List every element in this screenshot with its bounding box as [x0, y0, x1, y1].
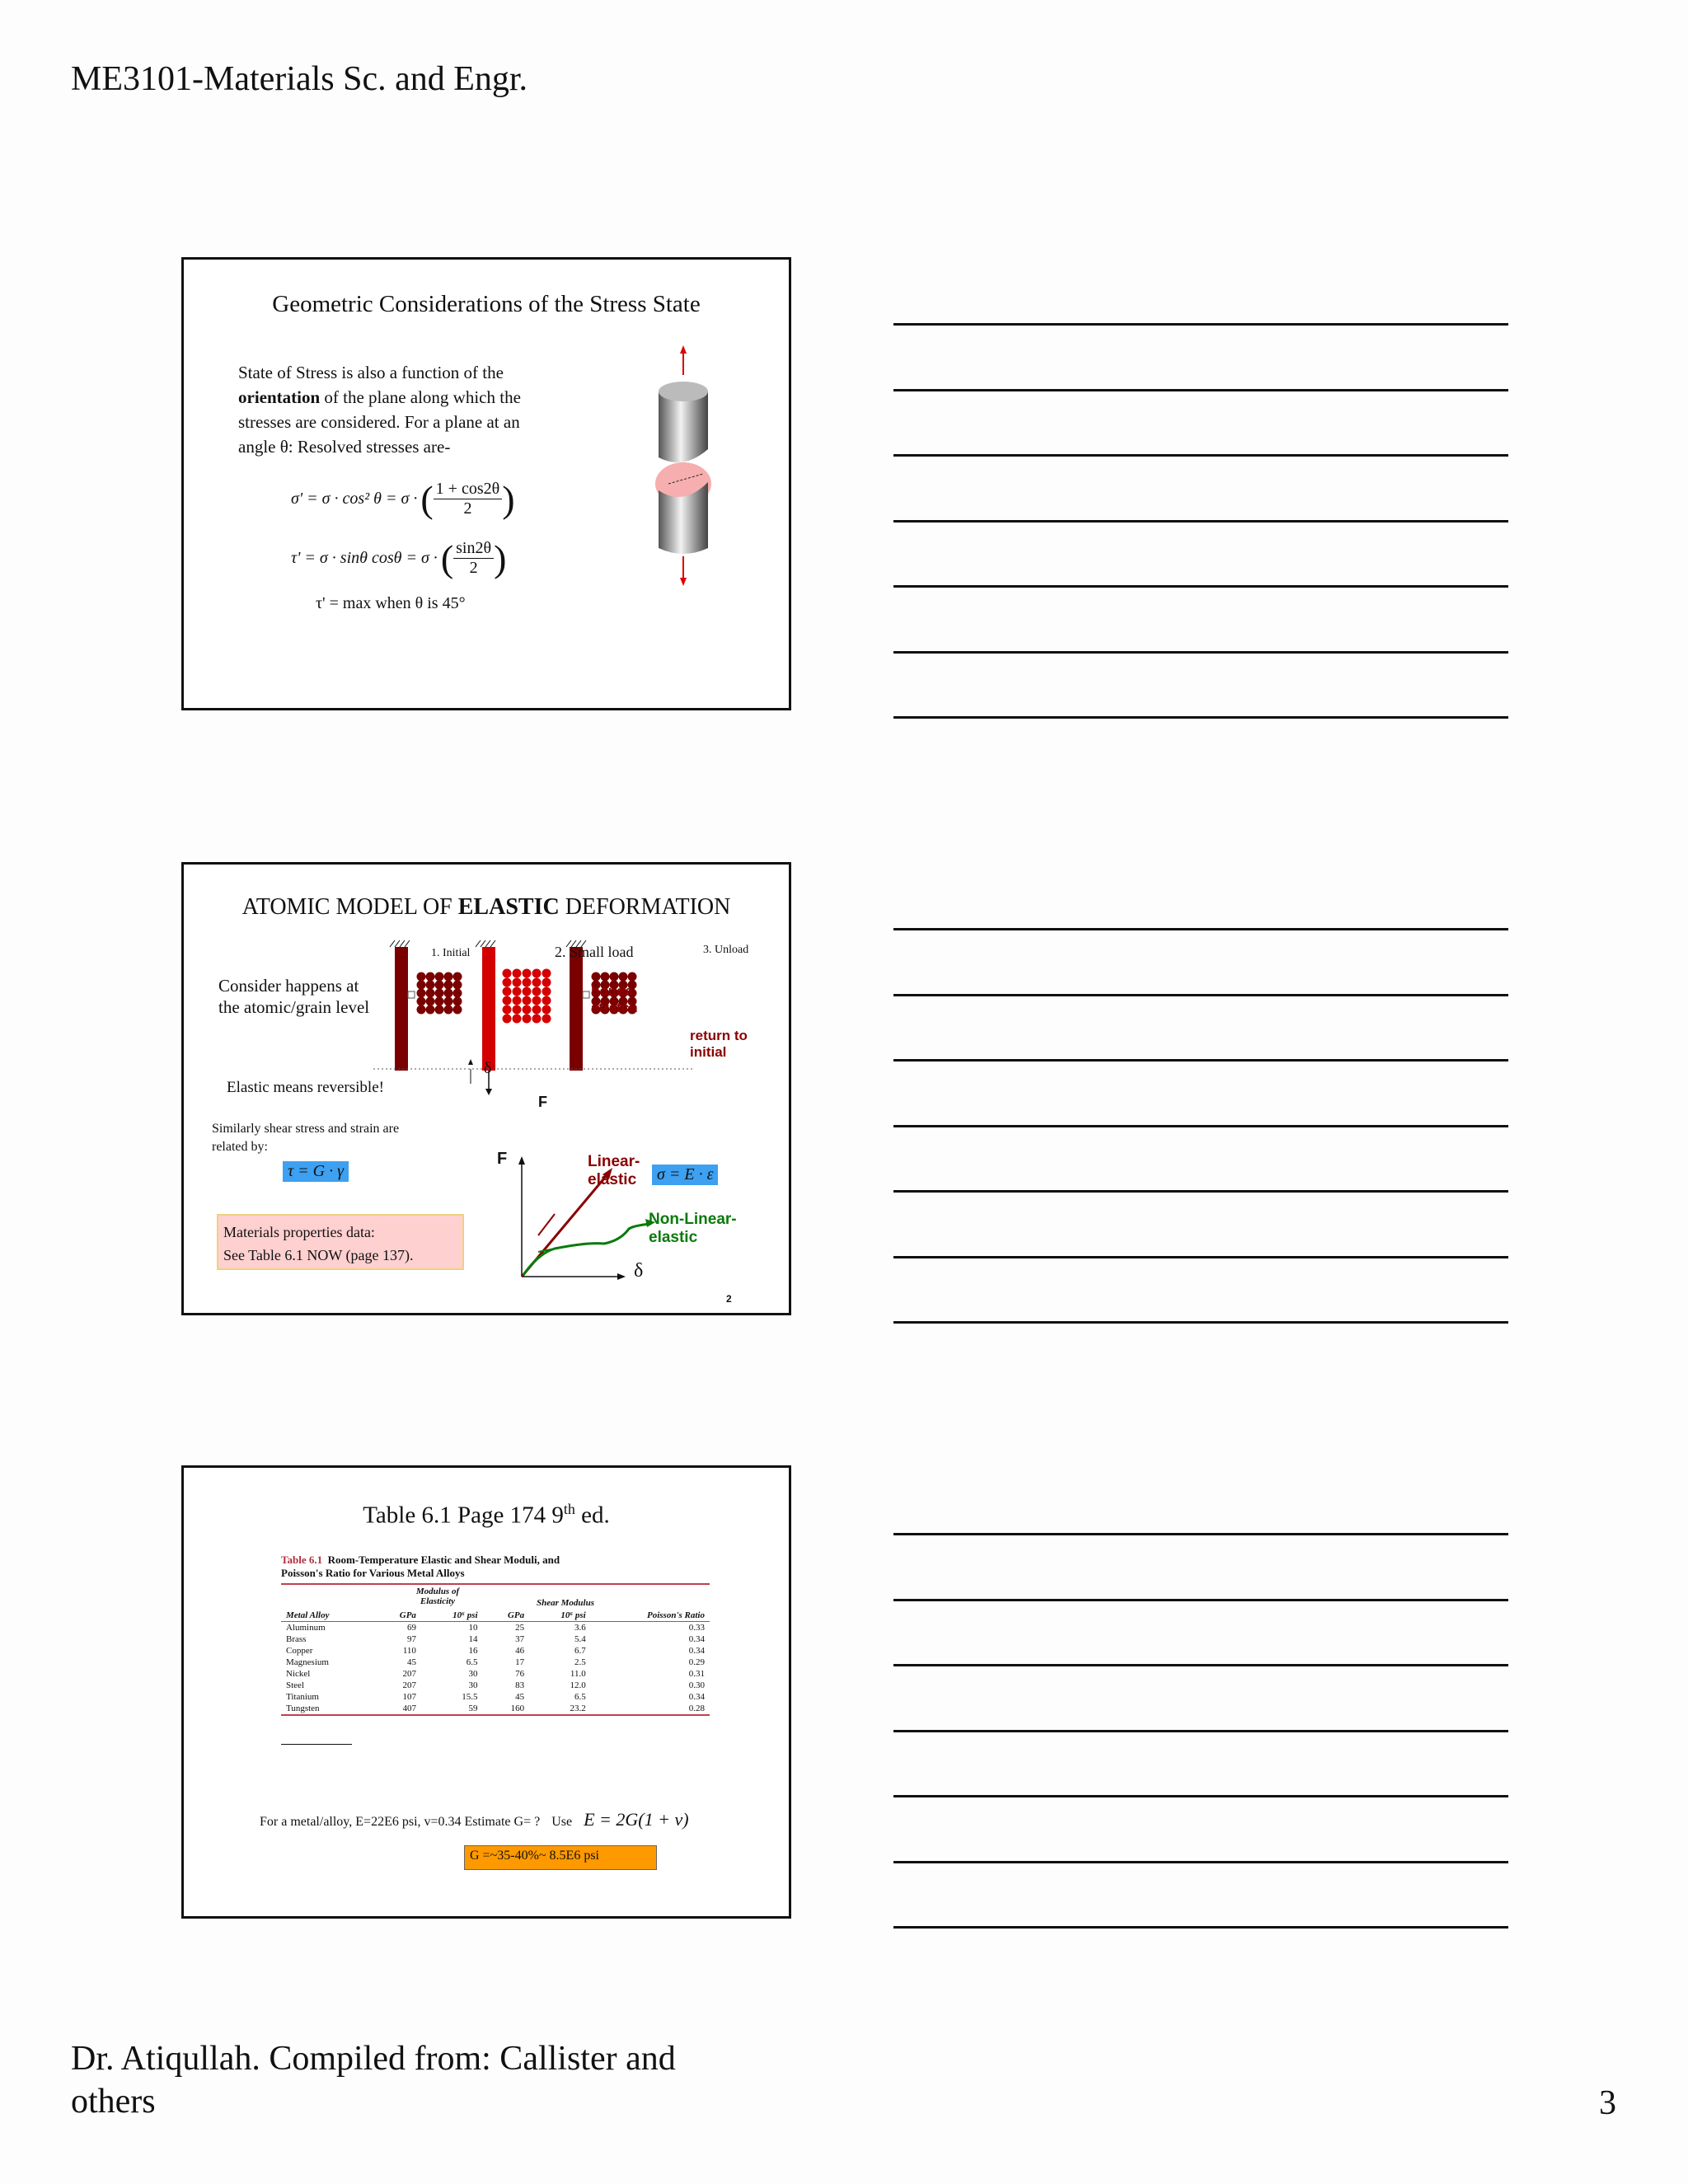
elastic-reversible-note: Elastic means reversible!	[227, 1079, 384, 1096]
table-cell: 37	[515, 1634, 525, 1644]
atom	[453, 989, 462, 998]
graph-axis-delta: δ	[634, 1260, 644, 1282]
note-line	[893, 1926, 1508, 1929]
col-header: Poisson's Ratio	[647, 1610, 705, 1620]
table-cell: 0.28	[688, 1704, 705, 1713]
table-cell: 407	[402, 1704, 416, 1713]
table-cell: 15.5	[462, 1692, 478, 1702]
table-row	[281, 1633, 710, 1645]
youngs-modulus-equation: σ = E · ε	[652, 1165, 718, 1185]
table-cell: 45	[515, 1692, 525, 1702]
table-cell: 107	[402, 1692, 416, 1702]
note-line	[893, 389, 1508, 391]
slide-number: 2	[726, 1293, 732, 1305]
atom	[523, 996, 532, 1005]
consider-text	[218, 975, 369, 1018]
atom	[453, 1005, 462, 1015]
note-line	[893, 716, 1508, 719]
slide-2	[181, 862, 791, 1315]
atom	[513, 996, 522, 1005]
table-row	[281, 1657, 710, 1668]
step-small-load: 2. Small load	[555, 944, 634, 960]
table-cell: 6.5	[466, 1657, 478, 1667]
label-line: Non-Linear-	[649, 1211, 737, 1228]
table-cell: 5.4	[574, 1634, 586, 1644]
atom	[503, 978, 512, 987]
table-cell: 10	[468, 1623, 478, 1633]
atom	[542, 969, 551, 978]
table-row	[281, 1680, 710, 1691]
table-cell: 0.30	[688, 1680, 705, 1690]
graph-axis-f: F	[497, 1150, 508, 1168]
atom	[532, 978, 542, 987]
table-cell: 16	[468, 1646, 478, 1656]
bonds-stretch-label	[591, 983, 638, 1016]
atom	[453, 981, 462, 990]
answer-box: G =~35-40%~ 8.5E6 psi	[464, 1845, 657, 1870]
orientation-bold: orientation	[238, 387, 321, 407]
consider-line: the atomic/grain level	[218, 997, 370, 1017]
caption-num: Table 6.1	[281, 1554, 323, 1566]
table-cell: Aluminum	[286, 1623, 326, 1633]
atom	[426, 972, 435, 982]
question-text: For a metal/alloy, E=22E6 psi, v=0.34 Estimate G= ?	[260, 1815, 541, 1829]
atom	[523, 987, 532, 996]
note-line	[893, 1599, 1508, 1601]
table-cell: 59	[468, 1704, 478, 1713]
fraction	[434, 480, 503, 518]
slide-1	[181, 257, 791, 710]
caption-text: Poisson's Ratio for Various Metal Alloys	[281, 1567, 465, 1579]
linear-elastic-label	[588, 1153, 640, 1189]
footer-line: others	[71, 2083, 156, 2121]
paren-right: )	[494, 537, 507, 579]
atom	[426, 981, 435, 990]
shear-line: Similarly shear stress and strain are	[212, 1122, 400, 1136]
table-cell: 30	[468, 1669, 478, 1679]
atom	[542, 978, 551, 987]
table-cell: 23.2	[570, 1704, 586, 1713]
atom	[426, 1005, 435, 1015]
table-cell: 12.0	[570, 1680, 586, 1690]
table-cell: 0.34	[688, 1634, 705, 1644]
note-line	[893, 1125, 1508, 1127]
col-header: 10⁶ psi	[560, 1610, 586, 1620]
atom	[435, 1005, 444, 1015]
slide-1-body	[238, 360, 584, 459]
title-part: DEFORMATION	[559, 894, 731, 920]
atom	[532, 1015, 542, 1024]
shear-modulus-equation: τ = G · γ	[283, 1161, 349, 1182]
atom	[417, 1005, 426, 1015]
table-row	[281, 1703, 710, 1714]
atom	[417, 989, 426, 998]
use-text: Use	[551, 1815, 573, 1829]
table-6-1	[281, 1554, 710, 1745]
note-line	[893, 1861, 1508, 1863]
atom	[523, 969, 532, 978]
consider-line: Consider happens at	[218, 976, 359, 996]
col-header: GPa	[507, 1610, 525, 1620]
col-header: GPa	[399, 1610, 416, 1620]
table-cell: Tungsten	[286, 1704, 320, 1713]
shear-line: related by:	[212, 1140, 268, 1154]
atom	[444, 1005, 453, 1015]
col-header: Metal Alloy	[286, 1610, 330, 1620]
table-cell: Brass	[286, 1634, 307, 1644]
atom	[453, 972, 462, 982]
atom	[592, 972, 601, 982]
atom	[513, 1015, 522, 1024]
atom	[619, 972, 628, 982]
note-line	[893, 323, 1508, 326]
table-cell: 2.5	[574, 1657, 586, 1667]
label-line: elastic	[588, 1171, 637, 1188]
table-cell: 6.5	[574, 1692, 586, 1702]
atom	[435, 989, 444, 998]
step-initial: 1. Initial	[431, 947, 471, 959]
footer-line: Dr. Atiqullah. Compiled from: Callister and	[71, 2040, 676, 2078]
force-label: F	[538, 1094, 547, 1110]
atom	[435, 972, 444, 982]
table-cell: 25	[515, 1623, 525, 1633]
wall-hatch-1	[390, 940, 410, 947]
atom	[417, 972, 426, 982]
paren-left: (	[440, 537, 454, 579]
atom	[444, 989, 453, 998]
note-line	[893, 928, 1508, 930]
table-cell: 0.33	[688, 1623, 705, 1633]
note-line	[893, 1321, 1508, 1324]
atom	[417, 981, 426, 990]
note-line	[893, 1256, 1508, 1258]
atom	[417, 997, 426, 1006]
table-cell: 45	[406, 1657, 416, 1667]
caption-text: Room-Temperature Elastic and Shear Moduli, and	[327, 1554, 560, 1566]
table-row	[281, 1691, 710, 1703]
numerator: 1 + cos2θ	[434, 480, 503, 499]
table-cell: 110	[402, 1646, 416, 1656]
table-cell: 0.34	[688, 1692, 705, 1702]
label-line: return to	[690, 1028, 748, 1043]
slide-3-title	[184, 1501, 789, 1530]
body-line: angle θ: Resolved stresses are-	[238, 437, 451, 457]
table-cell: 11.0	[570, 1669, 586, 1679]
table-cell: 0.31	[688, 1669, 705, 1679]
label-line: elastic	[649, 1229, 698, 1246]
label-line: Linear-	[588, 1153, 640, 1170]
nonlinear-elastic-label	[649, 1211, 737, 1247]
fraction	[453, 539, 494, 578]
atom	[532, 1005, 542, 1015]
table-cell: 83	[515, 1680, 525, 1690]
atom	[453, 997, 462, 1006]
atom	[601, 972, 610, 982]
atom	[532, 969, 542, 978]
estimate-question	[260, 1809, 689, 1830]
body-line: stresses are considered. For a plane at an	[238, 412, 520, 432]
slide-3	[181, 1465, 791, 1919]
table-cell: 46	[515, 1646, 525, 1656]
table-cell: Titanium	[286, 1692, 319, 1702]
atom	[426, 997, 435, 1006]
table-cell: 0.29	[688, 1657, 705, 1667]
moduli-table	[281, 1610, 710, 1714]
atom	[513, 1005, 522, 1015]
note-line	[893, 1730, 1508, 1732]
note-line	[893, 651, 1508, 654]
equation-normal-stress	[291, 477, 515, 521]
title-sup: th	[563, 1501, 575, 1517]
table-cell: Magnesium	[286, 1657, 329, 1667]
materials-properties-box	[217, 1214, 464, 1270]
eq-lhs: σ' = σ · cos² θ = σ ·	[291, 490, 418, 508]
table-row	[281, 1668, 710, 1680]
note-line	[893, 1190, 1508, 1193]
table-cell: 6.7	[574, 1646, 586, 1656]
table-cell: 160	[510, 1704, 525, 1713]
note-line	[893, 1533, 1508, 1535]
group-shear: Shear Modulus	[536, 1598, 594, 1608]
eq-lhs: τ' = σ · sinθ cosθ = σ ·	[291, 549, 438, 567]
equation-shear-stress	[291, 537, 506, 580]
table-cell: 69	[406, 1623, 416, 1633]
table-cell: 3.6	[574, 1623, 586, 1633]
note-line	[893, 1664, 1508, 1666]
atom	[513, 969, 522, 978]
atom	[513, 978, 522, 987]
atom	[503, 969, 512, 978]
atom	[542, 987, 551, 996]
table-cell: Copper	[286, 1646, 313, 1656]
table-cell: 14	[468, 1634, 478, 1644]
atom	[610, 972, 619, 982]
cylinder-stress-diagram	[629, 342, 769, 589]
table-cell: 207	[402, 1680, 416, 1690]
atom	[444, 972, 453, 982]
note-line	[893, 1059, 1508, 1062]
title-part: Table 6.1 Page 174 9	[363, 1502, 564, 1529]
atom	[523, 978, 532, 987]
table-cell: Nickel	[286, 1669, 311, 1679]
table-cell: Steel	[286, 1680, 304, 1690]
table-cell: 76	[515, 1669, 525, 1679]
note-line	[893, 520, 1508, 523]
atom	[513, 987, 522, 996]
atom	[444, 981, 453, 990]
footer-credit	[71, 2037, 813, 2123]
atom	[503, 987, 512, 996]
body-text: of the plane along which the	[320, 387, 521, 407]
atom	[503, 996, 512, 1005]
slide-1-title: Geometric Considerations of the Stress State	[272, 291, 701, 317]
denominator: 2	[469, 559, 478, 577]
atom	[435, 997, 444, 1006]
atom	[435, 981, 444, 990]
equation-max-shear: τ' = max when θ is 45°	[316, 594, 466, 612]
atom	[628, 972, 637, 982]
group-header	[281, 1585, 710, 1610]
table-cell: 17	[515, 1657, 525, 1667]
col-header: 10⁶ psi	[452, 1610, 478, 1620]
atom	[444, 997, 453, 1006]
atom	[426, 989, 435, 998]
note-line	[893, 1795, 1508, 1797]
numerator: sin2θ	[453, 539, 494, 559]
label-line: stretch	[591, 1000, 638, 1015]
note-line	[893, 585, 1508, 588]
table-cell: 207	[402, 1669, 416, 1679]
atom	[532, 996, 542, 1005]
atom	[542, 1005, 551, 1015]
step-unload: 3. Unload	[703, 944, 749, 956]
table-cell: 97	[406, 1634, 416, 1644]
atom	[542, 1015, 551, 1024]
atom	[523, 1015, 532, 1024]
note-line	[893, 454, 1508, 457]
paren-right: )	[502, 478, 515, 520]
body-line	[238, 385, 584, 410]
title-bold: ELASTIC	[457, 894, 560, 920]
props-line: Materials properties data:	[223, 1224, 375, 1240]
group-elastic: Modulus of Elasticity	[415, 1586, 460, 1606]
page-title: ME3101-Materials Sc. and Engr.	[71, 60, 528, 98]
table-row	[281, 1645, 710, 1657]
table-cell: 30	[468, 1680, 478, 1690]
paren-left: (	[420, 478, 434, 520]
table-caption	[281, 1554, 710, 1580]
atom	[503, 1005, 512, 1015]
formula: E = 2G(1 + ν)	[584, 1809, 689, 1830]
slide-2-title	[184, 894, 789, 921]
page-number: 3	[1599, 2084, 1616, 2122]
label-line: initial	[690, 1044, 727, 1060]
label-line: bonds	[591, 983, 633, 999]
return-to-initial-label	[690, 1028, 748, 1061]
props-line: See Table 6.1 NOW (page 137).	[223, 1247, 414, 1263]
title-part: ed.	[574, 1502, 610, 1529]
delta-label: δ	[484, 1059, 492, 1077]
denominator: 2	[463, 499, 472, 518]
table-header-row	[281, 1610, 710, 1622]
atomic-model-diagram	[373, 939, 720, 1095]
title-part: ATOMIC MODEL OF	[241, 894, 458, 920]
footnote-rule	[281, 1744, 352, 1745]
shear-text	[212, 1120, 399, 1156]
atom	[532, 987, 542, 996]
body-line: State of Stress is also a function of the	[238, 363, 504, 382]
table-row	[281, 1622, 710, 1634]
note-line	[893, 994, 1508, 996]
table-cell: 0.34	[688, 1646, 705, 1656]
atom	[503, 1015, 512, 1024]
atom	[523, 1005, 532, 1015]
atom	[542, 996, 551, 1005]
